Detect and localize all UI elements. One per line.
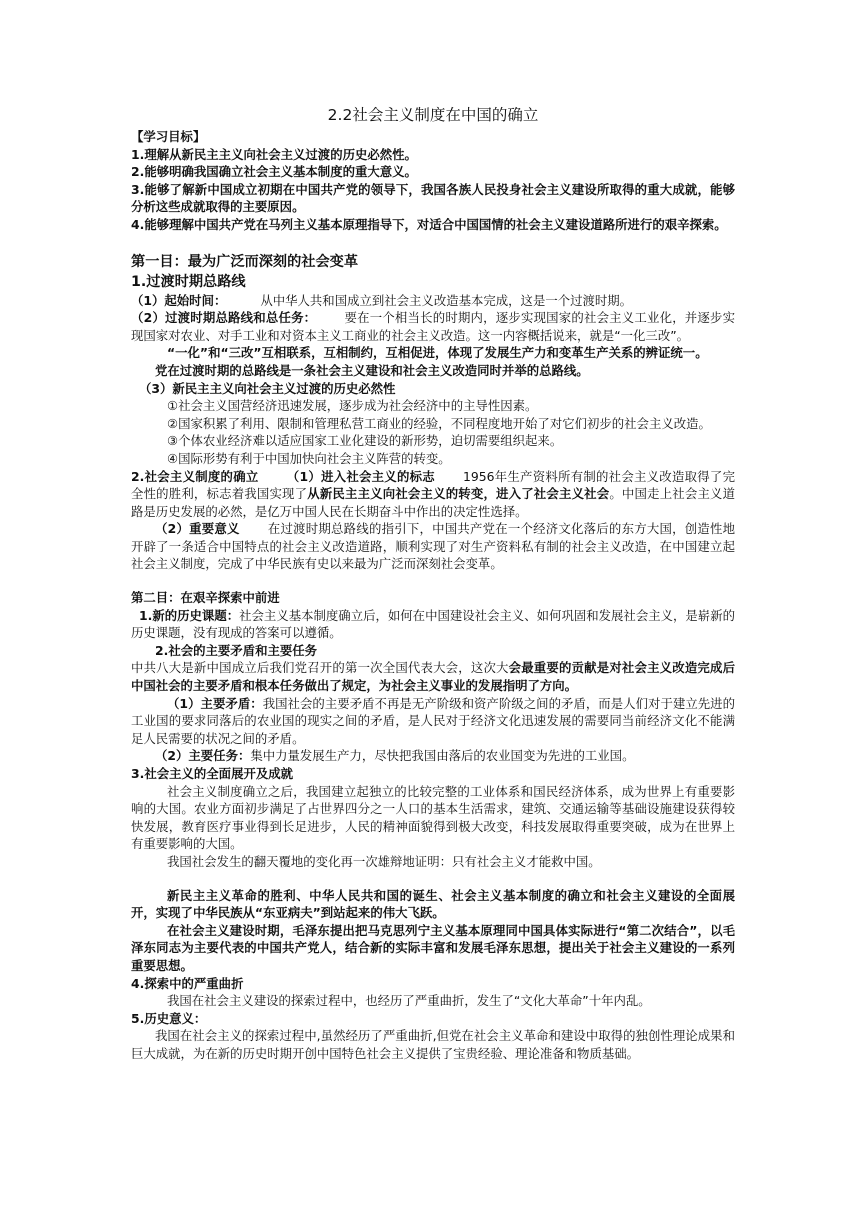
goal-item-1: 1.理解从新民主主义向社会主义过渡的历史必然性。 <box>131 146 417 162</box>
goal-item-2: 2.能够明确我国确立社会主义基本制度的重大意义。 <box>131 164 417 180</box>
main-task-text: 集中力量发展生产力，尽快把我国由落后的农业国变为先进的工业国。 <box>250 748 635 764</box>
main-contradiction-text: 我国社会的主要矛盾不再是无产阶级和资产阶级之间的矛盾，而是人们对于建立先进的工业国的要求同落后的农业国的现实之间的矛盾，是人民对于经济文化迅速发展的需要同当前经济文化不能满足人民需要的状况之间的矛盾。 <box>131 695 736 746</box>
general-line-text: 要在一个相当长的时期内，逐步实现国家的社会主义工业化，并逐步实现国家对农业、对手工业和对资本主义工商业的社会主义改造。这一内容概括说来，就是“一化三改”。 <box>131 310 736 343</box>
achievements-heading: 3.社会主义的全面展开及成就 <box>131 766 294 781</box>
significance-label: （2）重要意义 <box>155 521 240 537</box>
establishment-text-c: 。中国走上社会主义道路是历史发展的必然，是亿万中国人民在长期奋斗中作出的决定性选择。 <box>131 486 736 519</box>
reason-item-2: ②国家积累了利用、限制和管理私营工商业的经验，不同程度地开始了对它们初步的社会主义改造。 <box>167 415 711 431</box>
paragraph-yihua-sangai: “一化”和“三改”互相联系，互相制约，互相促进，体现了发展生产力和变革生产关系的辨证统一。 <box>167 345 708 361</box>
section-1-sub-1: 1.过渡时期总路线 <box>131 273 246 290</box>
page-title: 2.2社会主义制度在中国的确立 <box>327 106 539 124</box>
reason-item-1: ①社会主义国营经济迅速发展，逐步成为社会经济中的主导性因素。 <box>167 398 538 414</box>
main-contradiction-label: （1）主要矛盾： <box>167 695 263 711</box>
paragraph-new-topic <box>131 607 735 642</box>
start-time-label: （1）起始时间： <box>131 292 227 308</box>
goal-item-3: 3.能够了解新中国成立初期在中国共产党的领导下，我国各族人民投身社会主义建设所取得的重大成就，能够分析这些成就取得的主要原因。 <box>131 181 735 215</box>
paragraph-achievements: 社会主义制度确立之后，我国建立起独立的比较完整的工业体系和国民经济体系，成为世界上有重要影响的大国。农业方面初步满足了占世界四分之一人口的基本生活需求，建筑、交通运输等基础设施建设获得较快发展，教育医疗事业得到长足进步，人民的精神面貌得到极大改变，科技发展取得重要突破，成为在世界上有重要影响的大国。 <box>131 783 735 852</box>
paragraph-necessity-label: （3）新民主主义向社会主义过渡的历史必然性 <box>139 380 396 396</box>
new-topic-label: 1.新的历史课题： <box>139 607 240 623</box>
document-page <box>131 104 735 1063</box>
eighth-congress-text-b: 会最重要的贡献是对社会主义改造完成后中国社会的主要矛盾和根本任务做出了规定，为社会主义事业的发展指明了方向。 <box>131 660 736 694</box>
reason-item-4: ④国际形势有利于中国加快向社会主义阵营的转变。 <box>167 450 451 466</box>
paragraph-main-contradiction <box>131 695 735 748</box>
establishment-text-a: 1956年生产资料所有制的社会主义改造取得了完全性的胜利，标志着我国实现了 <box>131 468 735 502</box>
establishment-mark-label: （1）进入社会主义的标志 <box>286 468 435 484</box>
significance-heading: 5.历史意义： <box>131 1010 207 1026</box>
new-topic-text: 社会主义基本制度确立后，如何在中国建设社会主义、如何巩固和发展社会主义，是崭新的历史课题，没有现成的答案可以遵循。 <box>131 607 735 641</box>
section-2-heading: 第二目：在艰辛探索中前进 <box>131 590 280 606</box>
main-task-label: （2）主要任务： <box>155 748 251 764</box>
general-line-label: （2）过渡时期总路线和总任务： <box>131 310 317 326</box>
paragraph-historical-significance: 我国在社会主义的探索过程中,虽然经历了严重曲折,但党在社会主义革命和建设中取得的独创性理论成果和巨大成就，为在新的历史时期开创中国特色社会主义提供了宝贵经验、理论准备和物质基础。 <box>131 1028 735 1061</box>
paragraph-great-leap: 新民主主义革命的胜利、中华人民共和国的诞生、社会主义基本制度的确立和社会主义建设的全面展开，实现了中华民族从“东亚病夫”到站起来的伟大飞跃。 <box>131 887 735 921</box>
contradiction-heading: 2.社会的主要矛盾和主要任务 <box>155 642 318 658</box>
reason-item-3: ③个体农业经济难以适应国家工业化建设的新形势，迫切需要组织起来。 <box>167 433 563 449</box>
paragraph-eighth-congress <box>131 659 735 694</box>
goals-heading: 【学习目标】 <box>131 129 206 144</box>
section-1-heading: 第一目：最为广泛而深刻的社会变革 <box>131 253 359 270</box>
setback-heading: 4.探索中的严重曲折 <box>131 975 244 991</box>
significance-text: 在过渡时期总路线的指引下，中国共产党在一个经济文化落后的东方大国，创造性地开辟了一条适合中国特点的社会主义改造道路，顺利实现了对生产资料私有制的社会主义改造，在中国建立起社会主义制度，完成了中华民族有史以来最为广泛而深刻社会变革。 <box>131 521 736 572</box>
eighth-congress-text-a: 中共八大是新中国成立后我们党召开的第一次全国代表大会，这次大 <box>131 660 509 676</box>
paragraph-establishment <box>131 468 735 521</box>
establishment-label: 2.社会主义制度的确立 <box>131 468 259 484</box>
start-time-text: 从中华人共和国成立到社会主义改造基本完成，这是一个过渡时期。 <box>260 292 633 308</box>
paragraph-general-line-summary: 党在过渡时期的总路线是一条社会主义建设和社会主义改造同时并举的总路线。 <box>155 362 589 378</box>
paragraph-general-line <box>131 309 735 344</box>
paragraph-setback: 我国在社会主义建设的探索过程中，也经历了严重曲折，发生了“文化大革命”十年内乱。 <box>167 993 651 1009</box>
paragraph-main-task <box>131 747 735 765</box>
paragraph-only-socialism: 我国社会发生的翻天覆地的变化再一次雄辩地证明：只有社会主义才能救中国。 <box>167 853 601 869</box>
paragraph-significance <box>131 520 735 573</box>
paragraph-start-time <box>131 292 735 310</box>
establishment-text-b: 从新民主主义向社会主义的转变，进入了社会主义社会 <box>307 486 610 502</box>
goal-item-4: 4.能够理解中国共产党在马列主义基本原理指导下，对适合中国国情的社会主义建设道路所进行的艰辛探索。 <box>131 216 727 232</box>
paragraph-second-combination: 在社会主义建设时期，毛泽东提出把马克思列宁主义基本原理同中国具体实际进行“第二次结合”，以毛泽东同志为主要代表的中国共产党人，结合新的实际丰富和发展毛泽东思想，提出关于社会主义建设的一系列重要思想。 <box>131 922 735 973</box>
